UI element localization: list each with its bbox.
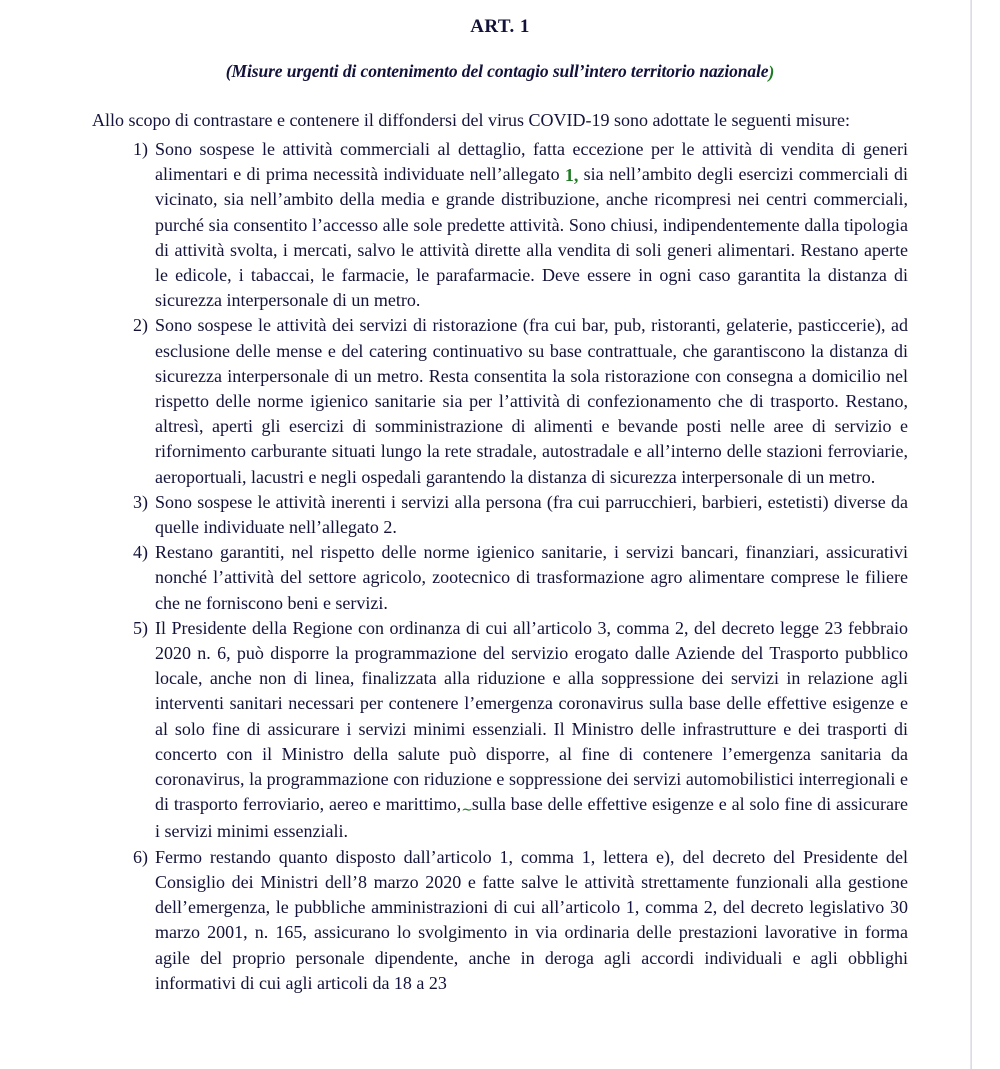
list-item-marker: 5) (133, 617, 148, 638)
list-item-text-part-1: Il Presidente della Regione con ordinanza di cui all’articolo 3, comma 2, del decreto legge 23 febbraio 2020 n. 6, può disporre la programmazione del servizio erogato dalle Aziende del Trasporto pubblico locale, anche non di linea, finalizzata alla riduzione e alla soppressione dei servizi in relazione agli interventi sanitari necessari per contenere l’emergenza coronavirus sulla base delle effettive esigenze e al solo fine di assicurare i servizi minimi essenziali. Il Ministro delle infrastrutture e dei trasporti di concerto con il Ministro della salute può disporre, al fine di contenere l’emergenza sanitaria da coronavirus, la programmazione con riduzione e soppressione dei servizi automobilistici interregionali e di trasporto ferroviario, aereo e marittimo, (155, 617, 908, 815)
list-item-body: Sono sospese le attività inerenti i servizi alla persona (fra cui parrucchieri, barbieri, estetisti) diverse da quelle individuate nell’allegato 2. (155, 491, 908, 538)
list-item-body: Fermo restando quanto disposto dall’articolo 1, comma 1, lettera e), del decreto del Presidente del Consiglio dei Ministri dell’8 marzo 2020 e fatte salve le attività strettamente funzionali alla gestione dell’emergenza, le pubbliche amministrazioni di cui all’articolo 1, comma 2, del decreto legislativo 30 marzo 2001, n. 165, assicurano lo svolgimento in via ordinaria delle prestazioni lavorative in forma agile del proprio personale dipendente, anche in deroga agli accordi individuali e agli obblighi informativi di cui agli articoli da 18 a 23 (155, 846, 908, 993)
list-item (92, 540, 908, 616)
list-item-marker: 6) (133, 846, 148, 867)
grammar-squiggle-icon: ∼ (461, 803, 472, 819)
list-item-text-part-1: Sono sospese le attività commerciali al dettaglio, fatta eccezione per le attività di vendita di generi alimentari e di prima necessità individuate nell’allegato (155, 139, 908, 185)
article-subtitle (92, 38, 908, 82)
list-item-body: Sono sospese le attività dei servizi di ristorazione (fra cui bar, pub, ristoranti, gelaterie, pasticcerie), ad esclusione delle mense e del catering continuativo su base contrattuale, che garantiscono la distanza di sicurezza interpersonale di un metro. Resta consentita la sola ristorazione con consegna a domicilio nel rispetto delle norme igienico sanitarie sia per l’attività di confezionamento che di trasporto. Restano, altresì, aperti gli esercizi di somministrazione di alimenti e bevande posti nelle aree di servizio e rifornimento carburante situati lungo la rete stradale, autostradale e all’interno delle stazioni ferroviarie, aeroportuali, lacustri e negli ospedali garantendo la distanza di sicurezza interpersonale di un metro. (155, 315, 908, 487)
list-item-text-part-2: sulla base delle effettive esigenze e al solo fine di assicurare i servizi minimi essenziali. (155, 794, 908, 842)
list-item (92, 845, 908, 996)
list-item-marker: 3) (133, 491, 148, 512)
list-item-body: Restano garantiti, nel rispetto delle norme igienico sanitarie, i servizi bancari, finanziari, assicurativi nonché l’attività del settore agricolo, zootecnico di trasformazione agro alimentare comprese le filiere che ne forniscono beni e servizi. (155, 542, 908, 613)
article-title: ART. 1 (470, 16, 530, 37)
list-item (92, 616, 908, 845)
list-item-body (155, 616, 908, 845)
measures-list (92, 133, 908, 996)
list-item-marker: 2) (133, 315, 148, 336)
grammar-mark-icon: ) (768, 62, 775, 82)
intro-paragraph: Allo scopo di contrastare e contenere il diffondersi del virus COVID-19 sono adottate le seguenti misure: (92, 110, 850, 130)
list-item-body (155, 137, 908, 313)
list-item (92, 490, 908, 540)
grammar-mark-icon: 1, (564, 165, 579, 186)
list-item (92, 137, 908, 313)
list-item-marker: 4) (133, 542, 148, 563)
list-item-text-part-2: sia nell’ambito degli esercizi commerciali di vicinato, sia nell’ambito della media e grande distribuzione, anche ricompresi nei centri commerciali, purché sia consentito l’accesso alle sole predette attività. Sono chiusi, indipendentemente dalla tipologia di attività svolta, i mercati, salvo le attività dirette alla vendita di soli generi alimentari. Restano aperte le edicole, i tabaccai, le farmacie, le parafarmacie. Deve essere in ogni caso garantita la distanza di sicurezza interpersonale di un metro. (155, 164, 908, 311)
list-item-marker: 1) (133, 139, 148, 159)
article-subtitle-text: (Misure urgenti di contenimento del contagio sull’intero territorio nazionale (225, 61, 769, 81)
list-item (92, 313, 908, 489)
